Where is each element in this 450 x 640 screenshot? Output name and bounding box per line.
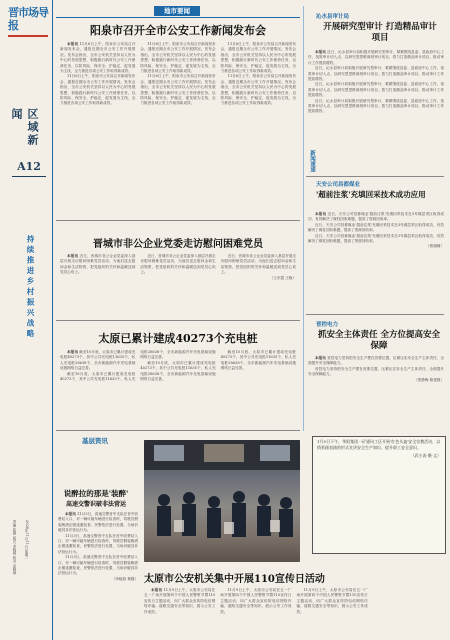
right-label-1: 沁水县审计局: [316, 14, 350, 20]
issue-date: 2024年11月11日 星期一: [25, 520, 29, 560]
page-label: A12: [17, 160, 41, 173]
right-body-1: 本报讯 近日，沁水县审计局积极开展研究型审计，紧紧围绕县委、县政府中心工作，找准审计切入点，以研究型思维谋划审计项目，着力打造精品审计项目，推动审计工作提质增效。 近日，沁水县审计局积极开展研究型审计，紧紧围绕县委、县政府中心工作，找准审计切入点，以研究型思维谋划审计项目，着力打造精品审计项目，推动审计工作提质增效。 近日，沁水县审计局积极开展研究型审计，紧紧围绕县委、县政府中心工作，找准审计切入点，以研究型思维谋划审计项目，着力打造精品审计项目，推动审计工作提质增效。 近日，沁水县审计局积极开展研究型审计，紧紧围绕县委、县政府中心工作，找准审计切入点，以研究型思维谋划审计项目，着力打造精品审计项目，推动审计工作提质增效。: [308, 50, 444, 114]
news-strip-label: 新闻速递: [309, 150, 315, 172]
article4-author: （李晓燕 秦健）: [111, 576, 138, 581]
right-label-2: 天安公司昌都煤业: [316, 182, 361, 188]
masthead-logo: [8, 6, 52, 66]
right-body-2: 本报讯 近日，天安公司昌都煤业'超前注浆'充填回采技术在3号煤层采区取得成功，有效解决了煤柱回收难题，提高了资源回收率。 近日，天安公司昌都煤业'超前注浆'充填回采技术在3号煤层采区取得成功，有效解决了煤柱回收难题，提高了资源回收率。 近日，天安公司昌都煤业'超前注浆'充填回采技术在3号煤层采区取得成功，有效解决了煤柱回收难题，提高了资源回收率。 （郭晓楠）: [308, 212, 444, 249]
article5-title: 太原市公安机关集中开展110宣传日活动: [144, 574, 325, 585]
column-tag: 基层资讯: [82, 437, 108, 445]
article3-body: 本报讯 截至10月底，太原市已累计建成充电桩40273个，其中公共充电桩11635个，私人充电桩28638个，全市新能源汽车充电基础设施网络日益完善。 截至10月底，太原市已累计建成充电桩40273个，其中公共充电桩11635个，私人充电桩28638个，全市新能源汽车充电基础设施网络日益完善。 截至10月底，太原市已累计建成充电桩40273个，其中公共充电桩11635个，私人充电桩28638个，全市新能源汽车充电基础设施网络日益完善。 截至10月底，太原市已累计建成充电桩40273个，其中公共充电桩11635个，私人充电桩28638个，全市新能源汽车充电基础设施网络日益完善。: [60, 350, 296, 382]
event-photo: [144, 440, 300, 562]
article5-body: 本报讯 11月9日上午，太原市公安局在五一广场开展第四个中国人民警察节暨110宣传日主题活动，向广大群众宣传防电信网络诈骗、道路交通安全等知识，展示公安工作成效。 11月9日上午，太原市公安局在五一广场开展第四个中国人民警察节暨110宣传日主题活动，向广大群众宣传防电信网络诈骗、道路交通安全等知识，展示公安工作成效。 11月9日上午，太原市公安局在五一广场开展第四个中国人民警察节暨110宣传日主题活动，向广大群众宣传防电信网络诈骗、道路交通安全等知识，展示公安工作成效。: [144, 588, 368, 614]
right-author-2: （郭晓楠）: [426, 244, 444, 249]
section-tag: 地市要闻: [154, 6, 200, 16]
photo-caption: 1月5日下午，华阳集团一矿通风工区开展'红色头盔'安全宣教活动，以情景剧表演的形式宣讲安全生产知识，提升职工安全意识。 （武小涛 摄·文）: [312, 436, 446, 554]
photo-credit: （武小涛 摄·文）: [410, 453, 441, 458]
article4-title: 说醉拉的那是'装醉': [63, 489, 129, 498]
right-title-3: 抓安全主体责任 全方位提高安全保障: [318, 330, 440, 351]
article4-subtitle: 高速交警识破非法营运: [65, 501, 126, 508]
right-title-1: 开展研究型审计 打造精品审计项目: [323, 22, 437, 43]
right-body-3: 本报讯 晋控电力坚持把安全生产摆在首要位置，压紧压实安全生产主体责任，全面提升安全保障能力。 晋控电力坚持把安全生产摆在首要位置，压紧压实安全生产主体责任，全面提升安全保障能力。 （贾静梅 陈建强）: [308, 356, 444, 382]
article3-title: 太原已累计建成40273个充电桩: [98, 332, 258, 345]
section-title: 区域新闻: [10, 108, 39, 147]
article1-body: 本报讯 11月6日上午，阳泉市公安局召开新闻发布会，通报近期全市公安工作开展情况。发布会指出，全市公安机关坚持以人民为中心的发展思想，积极践行新时代公安工作使命任务，以防风险、保安全、护稳定、促发展为主线，全力推进各项公安工作取得新成效。 11月6日上午，阳泉市公安局召开新闻发布会，通报近期全市公安工作开展情况。发布会指出，全市公安机关坚持以人民为中心的发展思想，积极践行新时代公安工作使命任务，以防风险、保安全、护稳定、促发展为主线，全力推进各项公安工作取得新成效。 11月6日上午，阳泉市公安局召开新闻发布会，通报近期全市公安工作开展情况。发布会指出，全市公安机关坚持以人民为中心的发展思想，积极践行新时代公安工作使命任务，以防风险、保安全、护稳定、促发展为主线，全力推进各项公安工作取得新成效。 11月6日上午，阳泉市公安局召开新闻发布会，通报近期全市公安工作开展情况。发布会指出，全市公安机关坚持以人民为中心的发展思想，积极践行新时代公安工作使命任务，以防风险、保安全、护稳定、促发展为主线，全力推进各项公安工作取得新成效。 11月6日上午，阳泉市公安局召开新闻发布会，通报近期全市公安工作开展情况。发布会指出，全市公安机关坚持以人民为中心的发展思想，积极践行新时代公安工作使命任务，以防风险、保安全、护稳定、促发展为主线，全力推进各项公安工作取得新成效。 11月6日上午，阳泉市公安局召开新闻发布会，通报近期全市公安工作开展情况。发布会指出，全市公安机关坚持以人民为中心的发展思想，积极践行新时代公安工作使命任务，以防风险、保安全、护稳定、促发展为主线，全力推进各项公安工作取得新成效。: [60, 42, 296, 106]
slogan: 持续推进乡村振兴战略: [26, 235, 35, 340]
article2-body: 本报讯 近日，晋城市非公企业党委深入基层开展走访慰问困难党员活动，为他们送去慰问金和生活物资，把党组织的关怀和温暖送到党员心坎上。 近日，晋城市非公企业党委深入基层开展走访慰问困难党员活动，为他们送去慰问金和生活物资，把党组织的关怀和温暖送到党员心坎上。 近日，晋城市非公企业党委深入基层开展走访慰问困难党员活动，为他们送去慰问金和生活物资，把党组织的关怀和温暖送到党员心坎上。 （王东霞 王晓）: [60, 254, 296, 280]
crowd-illustration: [144, 440, 300, 562]
right-title-2: '超前注浆'充填回采技术成功应用: [316, 190, 426, 199]
side-info: 责编 崔颖 版式 李晓明 校对 孟晓海: [13, 520, 17, 575]
article2-author: （王东霞 王晓）: [269, 275, 296, 280]
article4-body: 本报讯 11月3日，高速交警晋中支队在晋中收费站入口，对一辆可疑车辆进行检查时，驾驶员假装醉酒企图逃避检查，民警依法进行处置，当场识破其非法营运行为。 11月3日，高速交警晋中支队在晋中收费站入口，对一辆可疑车辆进行检查时，驾驶员假装醉酒企图逃避检查，民警依法进行处置，当场识破其非法营运行为。 11月3日，高速交警晋中支队在晋中收费站入口，对一辆可疑车辆进行检查时，驾驶员假装醉酒企图逃避检查，民警依法进行处置，当场识破其非法营运行为。 （李晓燕 秦健）: [58, 512, 139, 581]
article2-title: 晋城市非公企业党委走访慰问困难党员: [93, 239, 263, 250]
article1-title: 阳泉市召开全市公安工作新闻发布会: [90, 24, 266, 37]
right-label-3: 晋控电力: [316, 322, 339, 328]
logo-text: 晋市场导报: [8, 6, 48, 32]
right-author-3: （贾静梅 陈建强）: [414, 377, 444, 382]
